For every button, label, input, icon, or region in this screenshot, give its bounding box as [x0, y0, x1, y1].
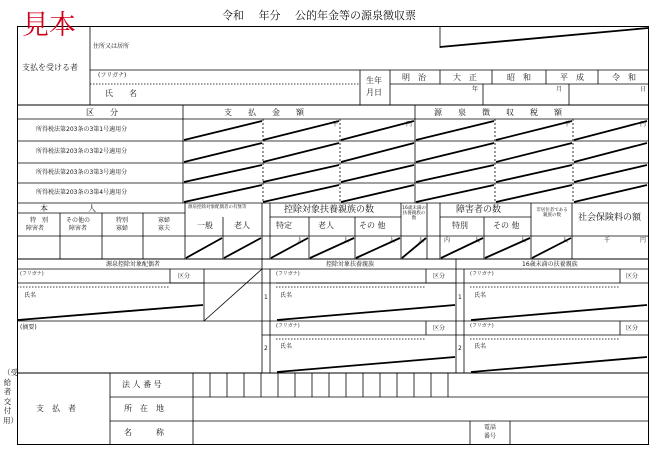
name-label: 氏 名	[105, 89, 137, 98]
under16-furigana-2: (フリガナ)	[470, 323, 494, 329]
disabled-other-label: その 他	[493, 221, 520, 230]
form-title: 令和 年分 公的年金等の源泉徴収票	[222, 9, 416, 22]
era-showa: 昭 和	[507, 73, 531, 82]
yen-unit: 円	[406, 121, 413, 128]
birth-label-2: 月日	[366, 88, 382, 97]
dependent-category-2: 区分	[433, 325, 446, 332]
dep-elderly-label: 老人	[318, 221, 334, 230]
dependents-count-header: 控除対象扶養親族の数	[284, 205, 375, 215]
under16-section-title: 16歳未満の扶養親族	[522, 261, 578, 268]
dependent-name-1: 氏名	[280, 292, 293, 299]
self-header: 本 人	[40, 204, 96, 213]
row-label-1: 所得税法第203条の3第1号適用分	[36, 126, 128, 133]
dependent-furigana-2: (フリガナ)	[276, 323, 300, 329]
spouse-category: 区分	[178, 273, 191, 280]
payer-label: 支 払 者	[36, 404, 76, 413]
person-unit: 人	[520, 237, 527, 244]
phone-label-1: 電話	[484, 424, 497, 431]
dependent-number-2: 2	[264, 345, 268, 352]
sample-stamp: 見本	[22, 10, 76, 41]
payer-name-label: 名 称	[124, 428, 164, 437]
person-unit: 人	[474, 237, 481, 244]
person-unit: 人	[418, 237, 425, 244]
special-disabled-1: 特 別	[30, 217, 49, 224]
payment-header: 支 払 金 額	[224, 108, 304, 117]
thousand-unit: 千	[604, 237, 611, 244]
elderly-label: 老人	[234, 221, 250, 230]
corporate-number-label: 法 人 番 号	[122, 380, 162, 389]
day-unit: 日	[640, 86, 647, 93]
recipient-copy-label: （受給者交付用）	[3, 368, 18, 425]
other-disabled-2: 障害者	[69, 225, 88, 232]
spouse-furigana: (フリガナ)	[20, 271, 44, 277]
phone-label-2: 番号	[484, 433, 497, 440]
under16-number-2: 2	[458, 345, 462, 352]
era-meiji: 明 治	[402, 73, 426, 82]
specific-label: 特定	[276, 221, 292, 230]
other-disabled-1: その他の	[66, 217, 91, 224]
era-heisei: 平 成	[560, 73, 584, 82]
special-widow-1: 特別	[116, 217, 129, 224]
dependent-furigana-1: (フリガナ)	[276, 271, 300, 277]
recipient-label: 支払を受ける者	[22, 63, 78, 72]
yen-unit: 円	[640, 121, 647, 128]
under16-name-2: 氏名	[474, 343, 487, 350]
row-label-3: 所得税法第203条の3第3号適用分	[36, 169, 128, 176]
era-reiwa: 令 和	[612, 73, 636, 82]
month-unit: 月	[556, 86, 563, 93]
remarks-label: (摘要)	[20, 324, 37, 331]
furigana-label: (フリガナ)	[98, 72, 127, 79]
row-label-2: 所得税法第203条の3第2号適用分	[36, 148, 128, 155]
birth-label-1: 生年	[366, 76, 382, 85]
general-label: 一般	[197, 221, 213, 230]
widow-2: 寡夫	[158, 225, 171, 232]
disabled-count-header: 障害者の数	[456, 205, 502, 215]
special-disabled-2: 障害者	[26, 225, 45, 232]
spouse-status-header: 源泉控除対象配偶者の有無等	[188, 205, 247, 210]
dependent-name-2: 氏名	[280, 343, 293, 350]
spouse-section-title: 源泉控除対象配偶者	[106, 261, 161, 268]
nonresident-header: 非居住者である親族の数	[536, 208, 568, 219]
spouse-name-label: 氏名	[24, 292, 37, 299]
under16-category-1: 区分	[626, 273, 639, 280]
dependents-section-title: 控除対象扶養親族	[326, 261, 375, 268]
under16-number-1: 1	[458, 294, 462, 301]
widow-1: 寡婦	[158, 217, 171, 224]
era-taisho: 大 正	[453, 73, 477, 82]
row-label-4: 所得税法第203条の3第4号適用分	[36, 189, 128, 196]
dependent-category-1: 区分	[433, 273, 446, 280]
payer-address-label: 所 在 地	[124, 404, 164, 413]
dep-other-label: その 他	[359, 221, 386, 230]
inner-label: 内	[444, 237, 451, 244]
year-unit: 年	[472, 86, 479, 93]
person-unit: 人	[389, 237, 396, 244]
under16-category-2: 区分	[626, 325, 639, 332]
category-header: 区 分	[86, 108, 118, 117]
dependent-number-1: 1	[264, 294, 268, 301]
person-unit: 人	[297, 237, 304, 244]
disabled-special-label: 特別	[452, 221, 468, 230]
yen-unit: 円	[640, 237, 647, 244]
social-insurance-header: 社会保険料の額	[578, 213, 642, 223]
special-widow-2: 寡婦	[116, 225, 129, 232]
person-unit: 人	[562, 237, 569, 244]
under16-furigana-1: (フリガナ)	[470, 271, 494, 277]
under16-name-1: 氏名	[474, 292, 487, 299]
thousand-unit: 千	[332, 121, 339, 128]
under16-count-header: 16歳未満の扶養親族の数	[402, 206, 426, 222]
thousand-unit: 千	[564, 121, 571, 128]
withholding-header: 源 泉 徴 収 税 額	[434, 108, 562, 117]
person-unit: 人	[343, 237, 350, 244]
address-label: 住所又は居所	[93, 43, 130, 50]
